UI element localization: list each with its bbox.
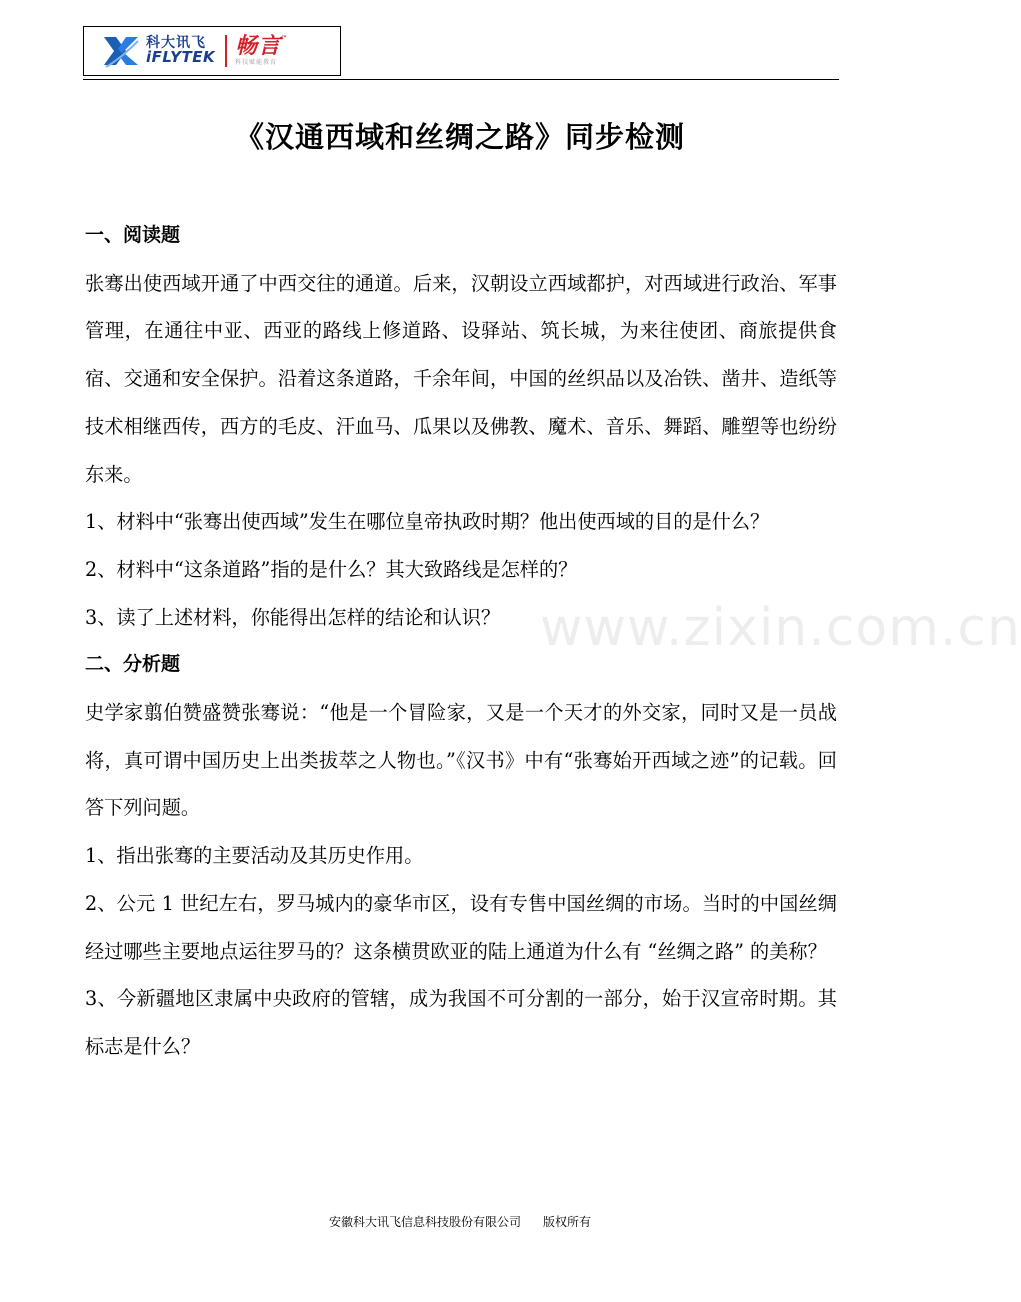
brand-logo <box>235 36 288 66</box>
company-logo-text <box>146 36 215 66</box>
analysis-question-3: 3、今新疆地区隶属中央政府的管辖，成为我国不可分割的一部分，始于汉宣帝时期。其标志是什么？ <box>85 987 837 1058</box>
page-footer <box>0 1213 920 1230</box>
logo-en: iFLYTEK <box>146 48 216 67</box>
reading-question-2: 2、材料中“这条道路”指的是什么？其大致路线是怎样的？ <box>85 557 578 581</box>
reading-question-3: 3、读了上述材料，你能得出怎样的结论和认识？ <box>85 605 501 629</box>
footer-rights: 版权所有 <box>543 1215 592 1229</box>
logo-divider <box>225 35 227 67</box>
footer-company: 安徽科大讯飞信息科技股份有限公司 <box>328 1215 521 1229</box>
analysis-material: 史学家翦伯赞盛赞张骞说：“他是一个冒险家，又是一个天才的外交家，同时又是一员战将，真可谓中国历史上出类拔萃之人物也。”《汉书》中有“张骞始开西域之迹”的记载。回答下列问题。 <box>85 701 837 820</box>
brand-name <box>235 36 288 58</box>
analysis-question-2: 2、公元 1 世纪左右，罗马城内的豪华市区，设有专售中国丝绸的市场。当时的中国丝绸经过哪些主要地点运往罗马的？这条横贯欧亚的陆上通道为什么有 “丝绸之路” 的美称？ <box>85 891 837 963</box>
analysis-question-1: 1、指出张骞的主要活动及其历史作用。 <box>85 844 424 868</box>
reading-material: 张骞出使西域开通了中西交往的通道。后来，汉朝设立西域都护，对西域进行政治、军事管理，在通往中亚、西亚的路线上修道路、设驿站、筑长城，为来往使团、商旅提供食宿、交通和安全保护。沿着这条道路，千余年间，中国的丝织品以及冶铁、凿井、造纸等技术相继西传，西方的毛皮、汗血马、瓜果以及佛教、魔术、音乐、舞蹈、雕塑等也纷纷东来。 <box>85 271 837 486</box>
watermark: www.zixin.com.cn <box>540 598 1021 658</box>
section-heading-reading: 一、阅读题 <box>85 224 181 246</box>
header-logo-box <box>83 26 341 76</box>
brand-text: 畅言 <box>235 34 282 59</box>
trademark-mark: ™ <box>281 35 289 42</box>
page-title: 《汉通西域和丝绸之路》同步检测 <box>234 120 685 154</box>
logo-cn: 科大讯飞 <box>146 34 206 51</box>
section-heading-analysis: 二、分析题 <box>85 653 181 676</box>
reading-question-1: 1、材料中“张骞出使西域”发生在哪位皇帝执政时期？他出使西域的目的是什么？ <box>85 510 770 534</box>
iflytek-logo-icon <box>100 31 142 71</box>
header-rule <box>83 79 839 80</box>
brand-subtitle: 科技赋能教育 <box>235 59 278 66</box>
document-body <box>85 212 837 1071</box>
